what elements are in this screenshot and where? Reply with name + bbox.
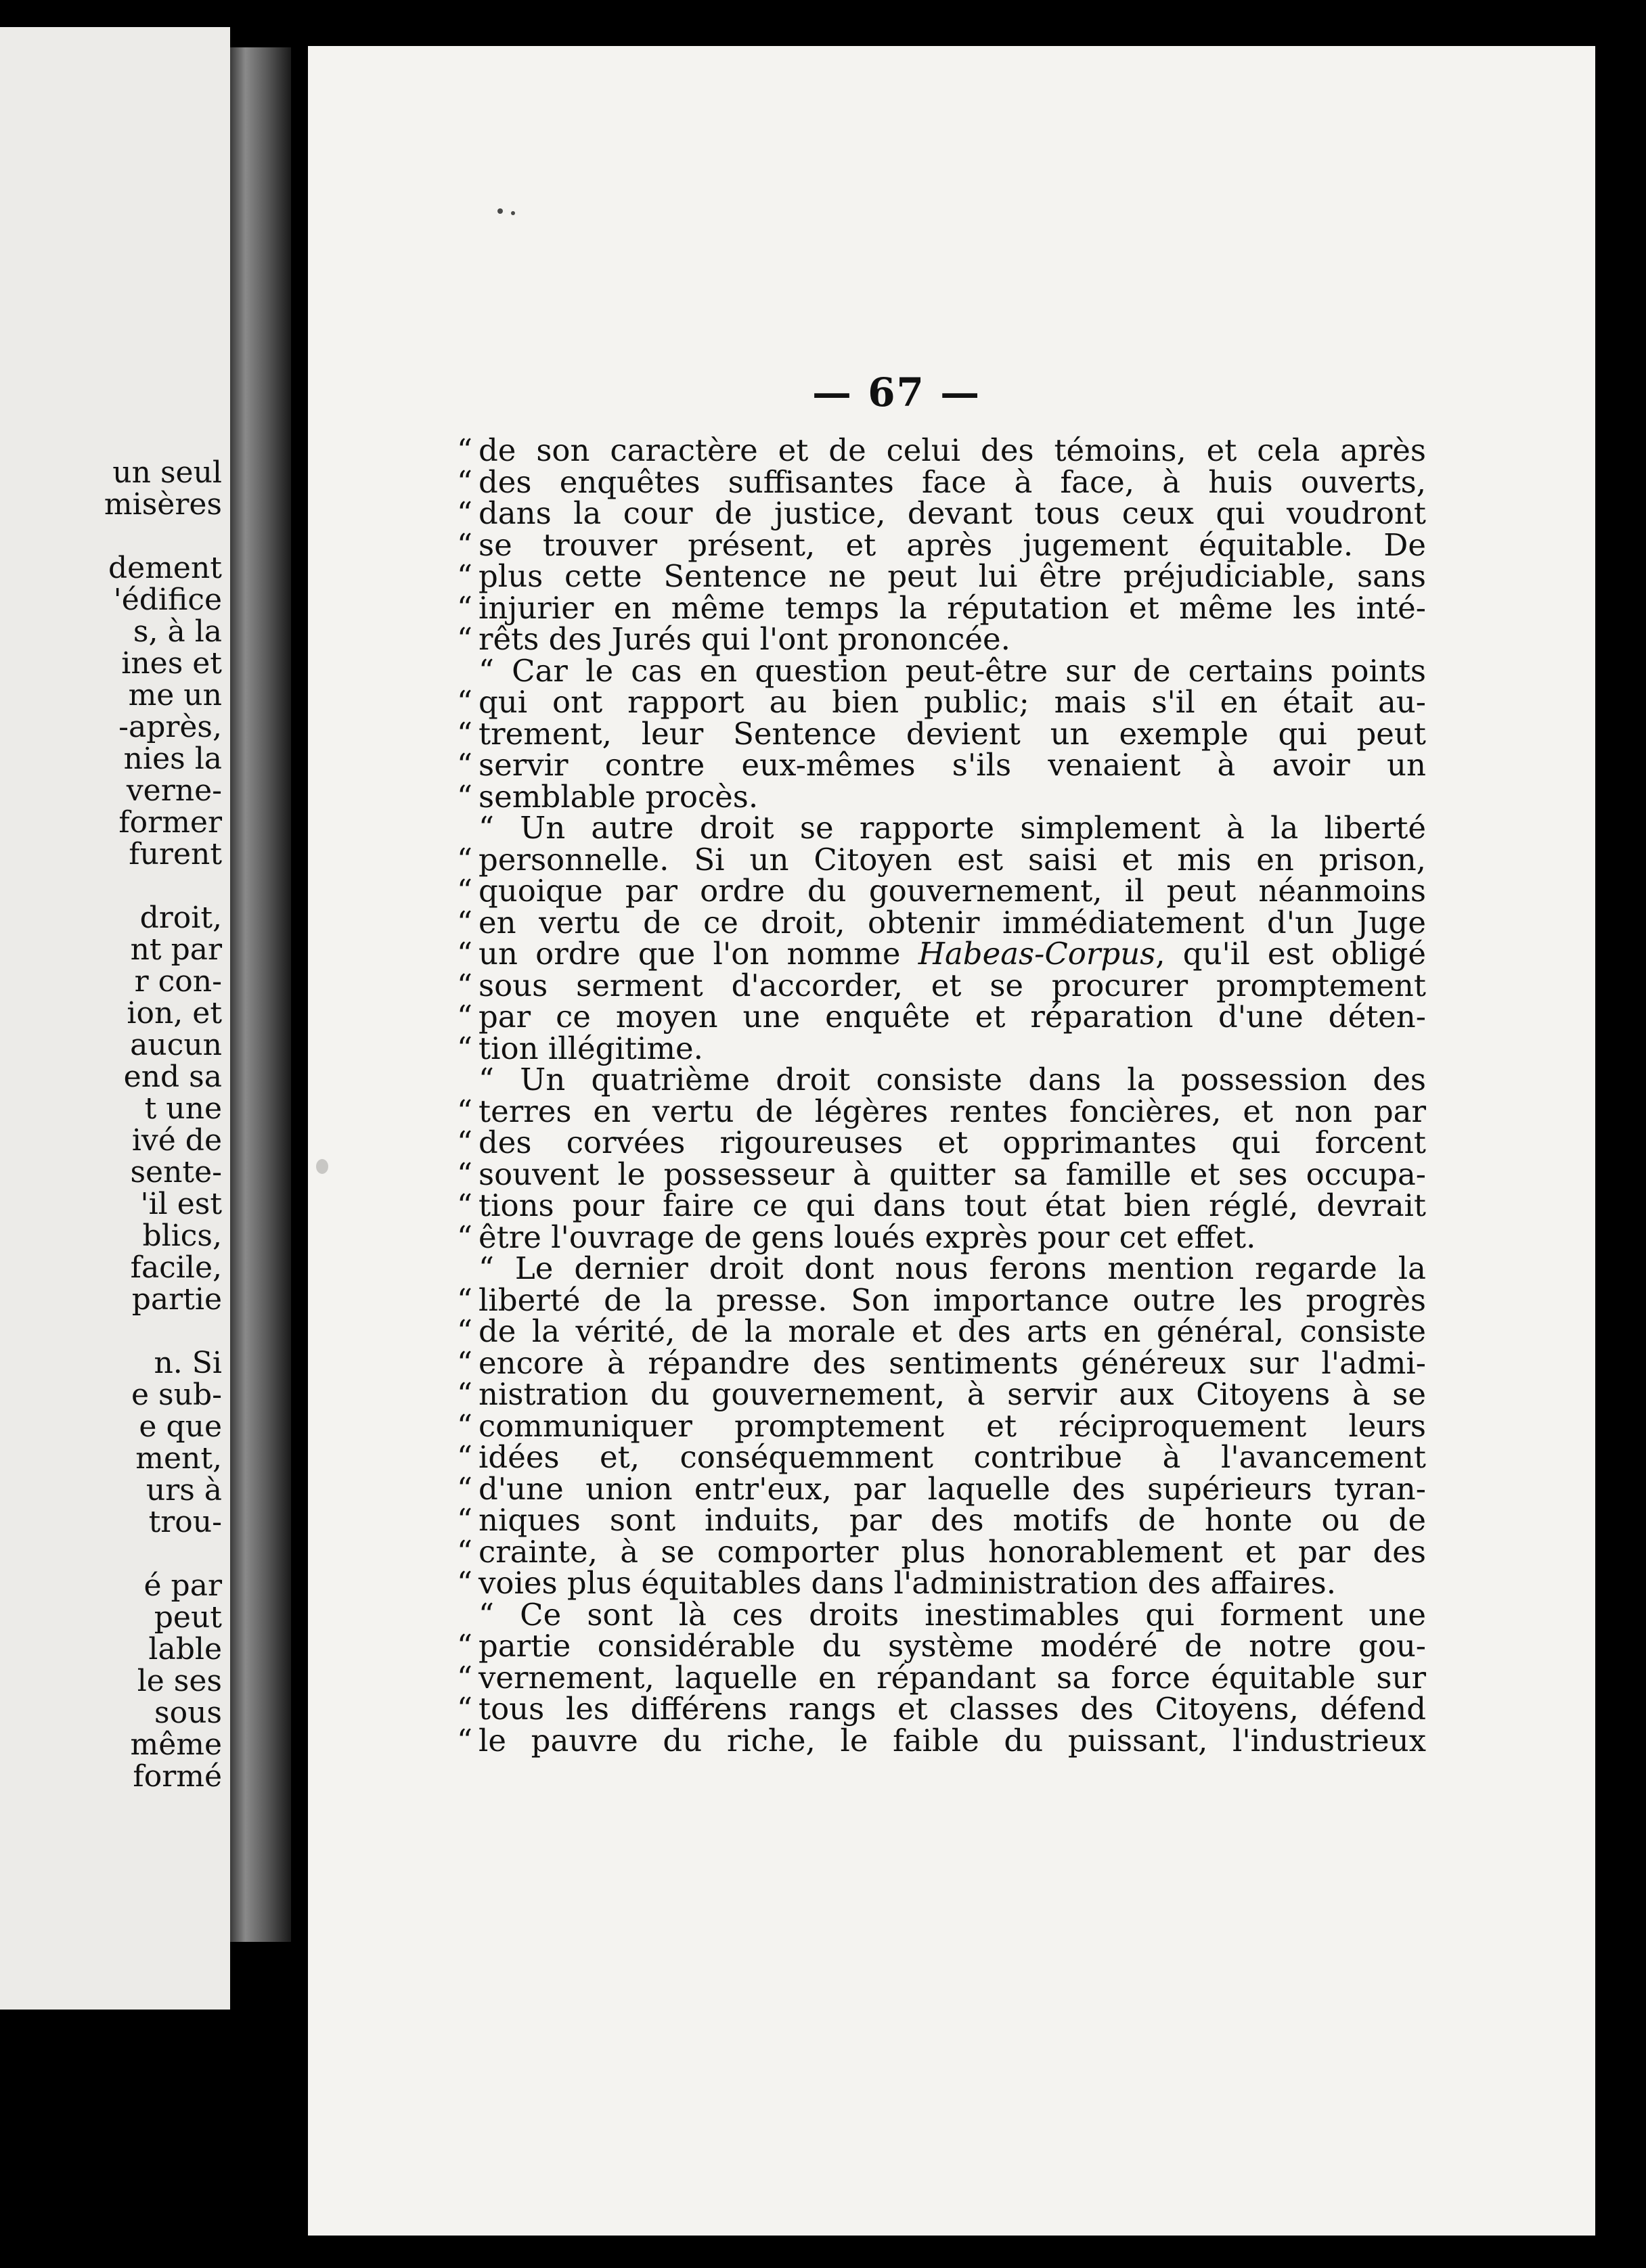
text-line: [457, 967, 1584, 1003]
line-text: “ Car le cas en question peut-être sur de certains points: [479, 652, 1426, 689]
quote-mark: “: [457, 526, 473, 563]
line-text: des enquêtes suffisantes face à face, à huis ouverts,: [479, 463, 1426, 500]
left-page-line-fragment: -après,: [118, 710, 222, 744]
line-text: quoique par ordre du gouvernement, il peut néanmoins: [479, 873, 1426, 909]
paper-spot: [511, 211, 515, 215]
text-line: [457, 684, 1584, 720]
text-line: [457, 1064, 1584, 1096]
left-page-line-fragment: é par: [143, 1568, 222, 1603]
line-text: crainte, à se comporter plus honorablement et par des: [479, 1533, 1426, 1570]
paper-spot: [316, 1159, 328, 1174]
line-text: “ Un autre droit se rapporte simplement à la liberté: [479, 810, 1426, 846]
left-page-line-fragment: end sa: [123, 1060, 222, 1094]
quote-mark: “: [457, 495, 473, 531]
quote-mark: “: [457, 1376, 473, 1412]
quote-mark: “: [457, 1659, 473, 1696]
quote-mark: “: [457, 1407, 473, 1444]
quote-mark: “: [457, 904, 473, 940]
text-line: [457, 1565, 1584, 1601]
line-text: qui ont rapport au bien public; mais s'il en était au-: [479, 684, 1426, 720]
line-text: sous serment d'accorder, et se procurer promptement: [479, 967, 1426, 1003]
quote-mark: “: [457, 558, 473, 594]
quote-mark: “: [457, 715, 473, 752]
left-page-line-fragment: 'édifice: [113, 583, 222, 617]
line-text: “ Un quatrième droit consiste dans la possession des: [479, 1062, 1426, 1097]
text-line: [457, 904, 1584, 940]
left-page-line-fragment: me un: [128, 678, 222, 712]
quote-mark: “: [457, 1219, 473, 1255]
text-line: [457, 1628, 1584, 1664]
line-text: des corvées rigoureuses et opprimantes qui forcent: [479, 1125, 1426, 1160]
left-page-line-fragment: partie: [131, 1282, 222, 1317]
quote-mark: “: [457, 841, 473, 878]
text-line: [457, 652, 1584, 689]
line-text: injurier en même temps la réputation et même les inté-: [479, 589, 1426, 626]
left-page-line-fragment: formé: [133, 1759, 222, 1794]
book-gutter-shadow: [230, 47, 291, 1942]
left-page-line-fragment: ment,: [135, 1441, 222, 1476]
line-text: souvent le possesseur à quitter sa famille et ses occupa-: [479, 1156, 1426, 1192]
quote-mark: “: [457, 1282, 473, 1318]
text-line: [457, 1470, 1584, 1507]
quote-mark: “: [457, 1125, 473, 1160]
line-text: “ Ce sont là ces droits inestimables qui forment une: [479, 1596, 1426, 1633]
text-line: [457, 1093, 1584, 1129]
left-page-line-fragment: 'il est: [140, 1187, 222, 1221]
left-page-line-fragment: furent: [129, 837, 222, 871]
line-text: tions pour faire ce qui dans tout état bien réglé, devrait: [479, 1187, 1426, 1223]
text-line: [457, 1722, 1584, 1759]
left-page-line-fragment: dement: [108, 551, 222, 585]
text-line: [457, 1502, 1584, 1538]
line-text: voies plus équitables dans l'administration des affaires.: [479, 1565, 1337, 1601]
left-page-line-fragment: droit,: [139, 901, 222, 935]
line-text: trement, leur Sentence devient un exemple qui peut: [479, 715, 1426, 752]
left-page-line-fragment: même: [130, 1727, 222, 1762]
text-line: [457, 715, 1584, 752]
text-line: [457, 1219, 1584, 1255]
text-line: [457, 1407, 1584, 1444]
line-text: niques sont induits, par des motifs de honte ou de: [479, 1502, 1426, 1538]
line-text: personnelle. Si un Citoyen est saisi et mis en prison,: [479, 841, 1426, 878]
text-line: [457, 841, 1584, 878]
quote-mark: “: [457, 747, 473, 783]
quote-mark: “: [457, 999, 473, 1035]
quote-mark: “: [457, 1187, 473, 1223]
line-text: “ Le dernier droit dont nous ferons mention regarde la: [479, 1250, 1426, 1286]
quote-mark: “: [457, 1313, 473, 1349]
left-page-line-fragment: le ses: [137, 1664, 222, 1698]
left-page-line-fragment: ivé de: [131, 1123, 222, 1158]
text-line: [457, 1282, 1584, 1318]
line-text: plus cette Sentence ne peut lui être préjudiciable, sans: [479, 558, 1426, 594]
left-page-line-fragment: former: [118, 805, 222, 840]
left-page-line-fragment: urs à: [146, 1473, 222, 1507]
quote-mark: “: [457, 967, 473, 1003]
quote-mark: “: [457, 1470, 473, 1507]
line-text: servir contre eux-mêmes s'ils venaient à avoir un: [479, 747, 1426, 783]
line-text: rêts des Jurés qui l'ont prononcée.: [479, 621, 1010, 657]
left-page-line-fragment: s, à la: [133, 614, 222, 649]
left-page-line-fragment: ion, et: [127, 996, 222, 1030]
left-facing-page: [0, 27, 230, 2010]
text-line: [457, 495, 1584, 531]
left-page-line-fragment: un seul: [112, 455, 222, 490]
italic-term: Habeas-Corpus: [918, 936, 1156, 972]
quote-mark: “: [457, 463, 473, 500]
text-line: [457, 1250, 1584, 1286]
text-line: [457, 1030, 1584, 1066]
quote-mark: “: [457, 1691, 473, 1727]
text-line: [457, 1376, 1584, 1412]
quote-mark: “: [457, 1722, 473, 1759]
line-text: en vertu de ce droit, obtenir immédiatement d'un Juge: [479, 904, 1426, 940]
line-text: liberté de la presse. Son importance outre les progrès: [479, 1282, 1426, 1318]
text-line: [457, 778, 1584, 815]
line-text: dans la cour de justice, devant tous ceux qui voudront: [479, 495, 1426, 531]
text-line: [457, 810, 1584, 846]
quote-mark: “: [457, 1628, 473, 1664]
line-text: encore à répandre des sentiments généreux sur l'admi-: [479, 1344, 1426, 1381]
left-page-line-fragment: nt par: [130, 932, 222, 967]
paper-spot: [497, 208, 503, 214]
left-page-line-fragment: misères: [104, 487, 222, 522]
text-line: [457, 1313, 1584, 1349]
line-text: idées et, conséquemment contribue à l'avancement: [479, 1439, 1426, 1475]
quote-mark: “: [457, 936, 473, 972]
text-line: [457, 1533, 1584, 1570]
line-text: de la vérité, de la morale et des arts en général, consiste: [479, 1313, 1426, 1349]
line-text: terres en vertu de légères rentes foncières, et non par: [479, 1093, 1426, 1129]
quote-mark: “: [457, 1502, 473, 1538]
text-line: [457, 1187, 1584, 1223]
line-text: se trouver présent, et après jugement équitable. De: [479, 526, 1426, 563]
text-line: [457, 432, 1584, 468]
line-text: par ce moyen une enquête et réparation d'une déten-: [479, 999, 1426, 1035]
text-line: [457, 526, 1584, 563]
right-book-page: [308, 46, 1595, 2236]
text-line: [457, 1691, 1584, 1727]
left-page-line-fragment: sente-: [130, 1155, 222, 1189]
quote-mark: “: [457, 1030, 473, 1066]
text-line: [457, 1001, 1584, 1033]
quote-mark: “: [457, 1093, 473, 1129]
line-text: de son caractère et de celui des témoins, et cela après: [479, 432, 1426, 468]
page-body-text: [457, 432, 1584, 1759]
text-line: [457, 589, 1584, 626]
line-text: communiquer promptement et réciproquement leurs: [479, 1407, 1426, 1444]
left-page-line-fragment: facile,: [130, 1250, 222, 1285]
quote-mark: “: [457, 1565, 473, 1601]
left-page-line-fragment: e que: [139, 1409, 222, 1444]
text-line: [457, 1659, 1584, 1696]
quote-mark: “: [457, 1439, 473, 1475]
left-page-line-fragment: nies la: [123, 742, 222, 776]
text-line: [457, 558, 1584, 594]
text-line: [457, 1344, 1584, 1381]
text-line: [457, 938, 1584, 970]
quote-mark: “: [457, 621, 473, 657]
line-text: d'une union entr'eux, par laquelle des supérieurs tyran-: [479, 1470, 1426, 1507]
left-page-line-fragment: aucun: [130, 1028, 222, 1062]
left-page-line-fragment: sous: [154, 1696, 222, 1730]
text-line: [457, 621, 1584, 657]
text-line: [457, 1439, 1584, 1475]
text-line: [457, 747, 1584, 783]
quote-mark: “: [457, 778, 473, 815]
left-page-line-fragment: r con-: [134, 964, 222, 999]
left-page-line-fragment: t une: [144, 1091, 222, 1126]
line-text: le pauvre du riche, le faible du puissant, l'industrieux: [479, 1722, 1426, 1759]
line-text: tion illégitime.: [479, 1030, 703, 1066]
left-page-line-fragment: blics,: [142, 1219, 222, 1253]
text-line: [457, 1127, 1584, 1159]
line-text: être l'ouvrage de gens loués exprès pour cet effet.: [479, 1219, 1256, 1255]
text-line: [457, 873, 1584, 909]
quote-mark: “: [457, 1344, 473, 1381]
line-text: nistration du gouvernement, à servir aux Citoyens à se: [479, 1376, 1426, 1412]
quote-mark: “: [457, 1156, 473, 1192]
page-number: — 67 —: [812, 369, 981, 415]
text-line: [457, 463, 1584, 500]
left-page-line-fragment: verne-: [126, 773, 222, 808]
quote-mark: “: [457, 873, 473, 909]
quote-mark: “: [457, 432, 473, 468]
line-text: semblable procès.: [479, 778, 759, 815]
text-line: [457, 1596, 1584, 1633]
left-page-line-fragment: n. Si: [154, 1346, 222, 1380]
quote-mark: “: [457, 589, 473, 626]
line-text: partie considérable du système modéré de notre gou-: [479, 1628, 1426, 1664]
quote-mark: “: [457, 1533, 473, 1570]
line-text: tous les différens rangs et classes des Citoyens, défend: [479, 1691, 1426, 1727]
left-page-line-fragment: ines et: [121, 646, 222, 681]
left-page-line-fragment: trou-: [148, 1505, 222, 1539]
line-text: vernement, laquelle en répandant sa force équitable sur: [479, 1659, 1426, 1696]
quote-mark: “: [457, 684, 473, 720]
left-page-line-fragment: peut: [154, 1600, 222, 1635]
text-line: [457, 1156, 1584, 1192]
line-text: un ordre que l'on nomme Habeas-Corpus, qu'il est obligé: [479, 936, 1426, 972]
left-page-line-fragment: lable: [148, 1632, 222, 1666]
left-page-line-fragment: e sub-: [131, 1378, 222, 1412]
